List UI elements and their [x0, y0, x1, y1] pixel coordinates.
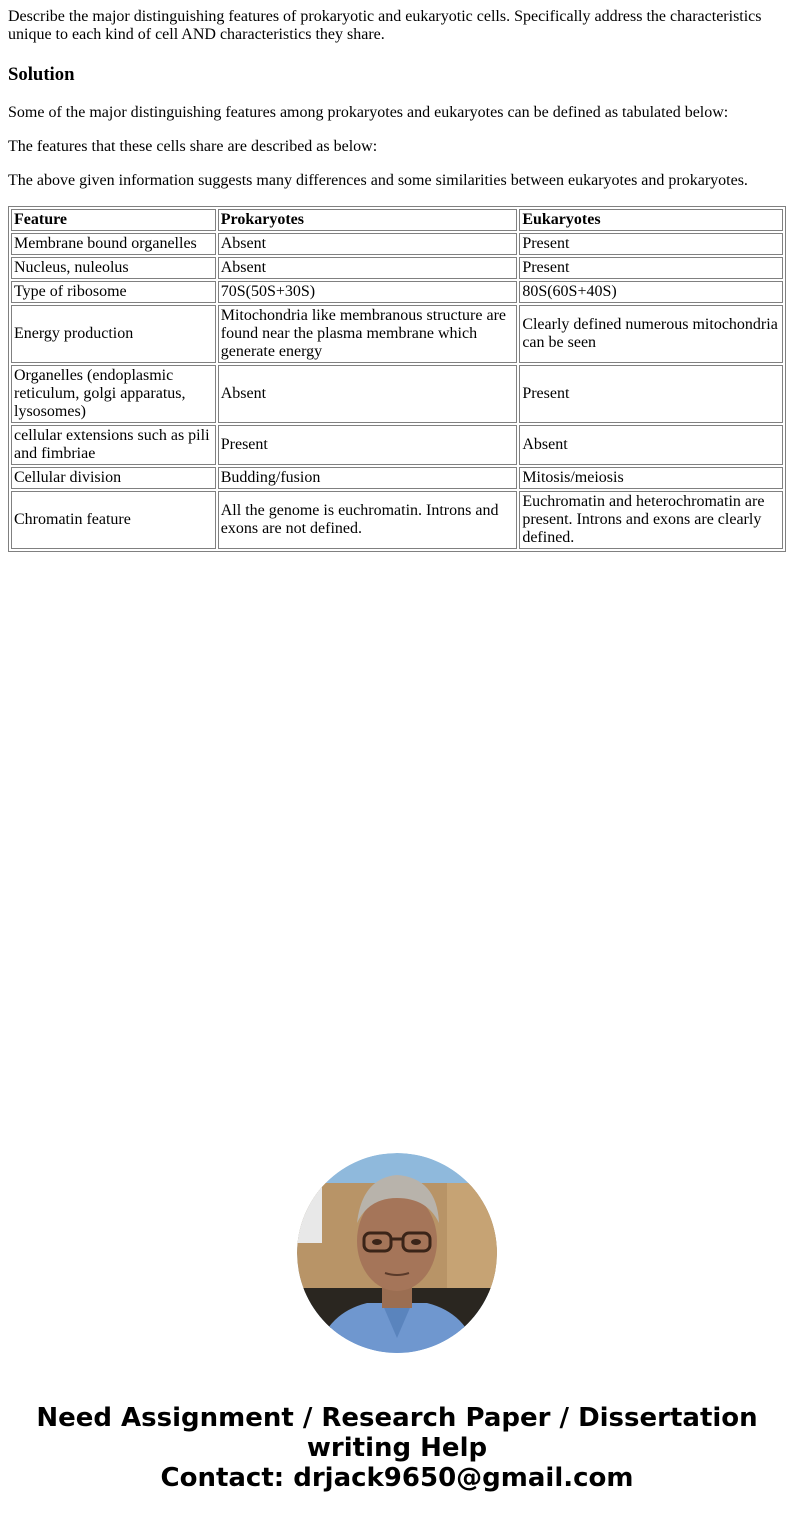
promo-banner [0, 1403, 794, 1493]
prokaryote-cell: Present [218, 425, 518, 465]
eukaryote-cell: Euchromatin and heterochromatin are present. Introns and exons are clearly defined. [519, 491, 783, 549]
promo-line-2: writing Help [306, 1433, 488, 1463]
promo-line-1: Need Assignment / Research Paper / Dissertation [36, 1403, 758, 1433]
prokaryote-cell: Budding/fusion [218, 467, 518, 489]
intro-paragraph: Some of the major distinguishing features among prokaryotes and eukaryotes can be defined as tabulated below: [8, 104, 729, 121]
prokaryote-cell: Absent [218, 257, 518, 279]
eukaryote-cell: Mitosis/meiosis [519, 467, 783, 489]
prokaryote-cell: All the genome is euchromatin. Introns and exons are not defined. [218, 491, 518, 549]
question-text: Describe the major distinguishing features of prokaryotic and eukaryotic cells. Specifically address the characteristics unique to each kind of cell AND characteristics they share. [8, 8, 762, 43]
eukaryote-cell: Absent [519, 425, 783, 465]
feature-cell: Chromatin feature [11, 491, 216, 549]
header-eukaryotes: Eukaryotes [519, 209, 783, 231]
header-feature: Feature [11, 209, 216, 231]
table-row [11, 257, 783, 279]
table-row [11, 491, 783, 549]
prokaryote-cell: 70S(50S+30S) [218, 281, 518, 303]
feature-cell: cellular extensions such as pili and fimbriae [11, 425, 216, 465]
promo-contact: Contact: drjack9650@gmail.com [160, 1463, 634, 1493]
solution-heading: Solution [8, 64, 75, 85]
table-row [11, 365, 783, 423]
table-row [11, 305, 783, 363]
tutor-portrait-icon [297, 1153, 497, 1353]
comparison-table [8, 206, 786, 552]
eukaryote-cell: Present [519, 365, 783, 423]
prokaryote-cell: Mitochondria like membranous structure are found near the plasma membrane which generate energy [218, 305, 518, 363]
table-header-row [11, 209, 783, 231]
document-body [0, 0, 794, 552]
feature-cell: Nucleus, nuleolus [11, 257, 216, 279]
eukaryote-cell: Clearly defined numerous mitochondria can be seen [519, 305, 783, 363]
header-prokaryotes: Prokaryotes [218, 209, 518, 231]
table-row [11, 281, 783, 303]
eukaryote-cell: Present [519, 233, 783, 255]
table-row [11, 425, 783, 465]
table-row [11, 233, 783, 255]
conclusion-paragraph: The above given information suggests many differences and some similarities between eukaryotes and prokaryotes. [8, 172, 748, 189]
avatar [297, 1153, 497, 1353]
feature-cell: Cellular division [11, 467, 216, 489]
eukaryote-cell: 80S(60S+40S) [519, 281, 783, 303]
feature-cell: Membrane bound organelles [11, 233, 216, 255]
feature-cell: Energy production [11, 305, 216, 363]
shared-features-paragraph: The features that these cells share are described as below: [8, 138, 378, 155]
eukaryote-cell: Present [519, 257, 783, 279]
feature-cell: Type of ribosome [11, 281, 216, 303]
prokaryote-cell: Absent [218, 365, 518, 423]
feature-cell: Organelles (endoplasmic reticulum, golgi apparatus, lysosomes) [11, 365, 216, 423]
table-row [11, 467, 783, 489]
prokaryote-cell: Absent [218, 233, 518, 255]
